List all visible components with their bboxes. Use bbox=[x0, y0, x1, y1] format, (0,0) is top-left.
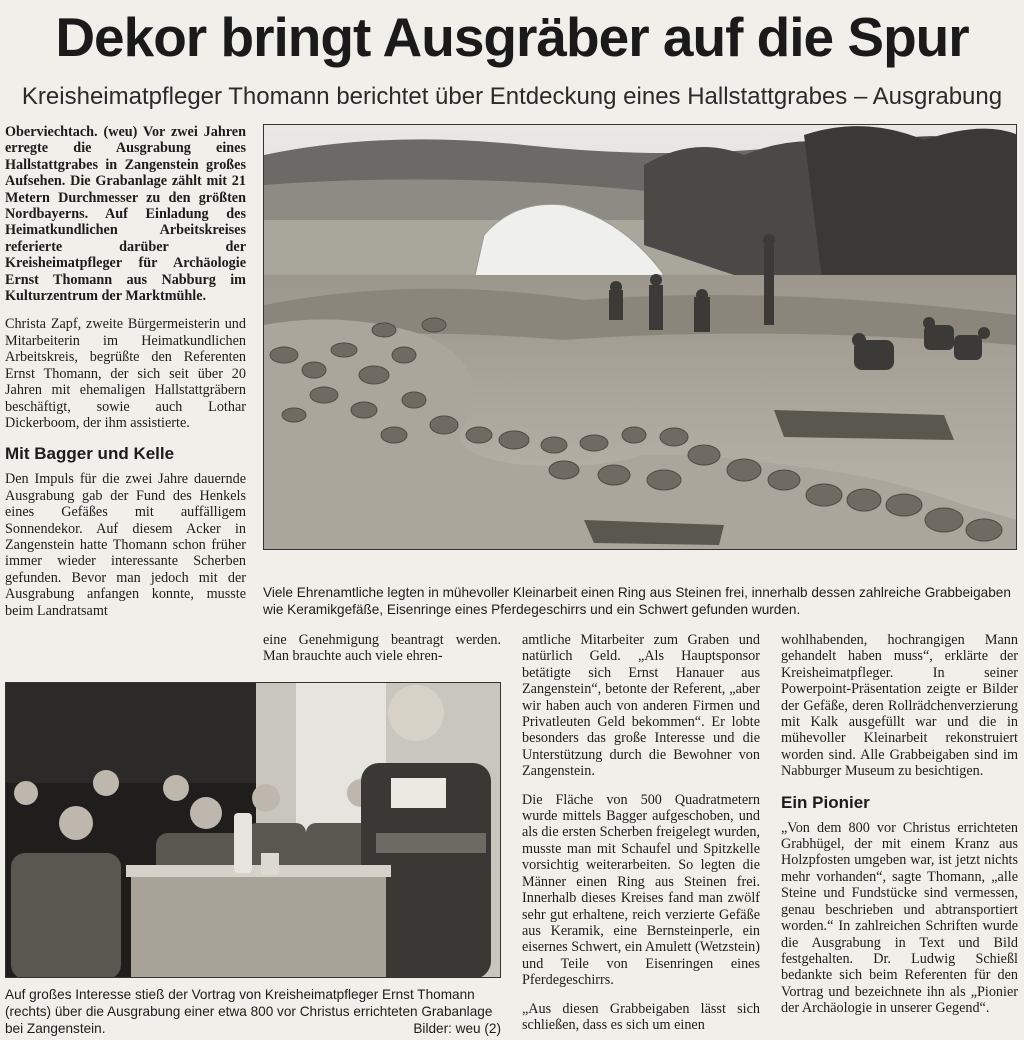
paragraph: wohlhabenden, hochrangigen Mann gehandelt haben muss“, erklärte der Kreisheimatpfleger. In seiner Powerpoint-Präsentation zeigte er Bilder der Gefäße, deren Rollrädchenverzierung mit Kalk ausgefüllt war und die in mühevoller Kleinarbeit rekonstruiert worden sind. Alle Grabbeigaben sind im Nabburger Museum zu besichtigen. bbox=[781, 632, 1018, 780]
caption-text: Auf großes Interesse stieß der Vortrag von Kreisheimatpfleger Ernst Thomann (rechts) über die Ausgrabung einer etwa 800 vor Christus errichteten Grabanlage bei Zangenstein. bbox=[5, 987, 493, 1036]
paragraph: Christa Zapf, zweite Bürgermeisterin und Mitarbeiterin im Heimatkundlichen Arbeitskreis, begrüßte den Referenten Ernst Thomann, der sich seit über 20 Jahren mit ehemaligen Hallstattgräbern beschäftigt, sowie auch Lothar Dickerboom, der ihm assistierte. bbox=[5, 316, 246, 431]
section-heading-pionier: Ein Pionier bbox=[781, 792, 870, 812]
lecture-photo bbox=[5, 682, 501, 978]
lecture-photo-caption bbox=[5, 986, 501, 1037]
lecture-photo-image bbox=[6, 683, 501, 978]
paragraph: eine Genehmigung beantragt werden. Man brauchte auch viele ehren- bbox=[263, 632, 501, 665]
paragraph: amtliche Mitarbeiter zum Graben und natürlich Geld. „Als Hauptsponsor betätigte sich Ernst Hanauer aus Zangenstein“, betonte der Referent, „aber wir haben auch von anderen Firmen und Privatleuten Geld bekommen“. Er lobte besonders das große Interesse und die Unterstützung durch die Bewohner von Zangenstein. bbox=[522, 632, 760, 780]
excavation-photo-caption: Viele Ehrenamtliche legten in mühevoller Kleinarbeit einen Ring aus Steinen frei, innerhalb dessen zahlreiche Grabbeigaben wie Keramikgefäße, Eisenringe eines Pferdegeschirrs und ein Schwert gefunden wurden. bbox=[263, 585, 1011, 617]
excavation-photo bbox=[263, 124, 1017, 550]
headline: Dekor bringt Ausgräber auf die Spur bbox=[55, 6, 969, 68]
excavation-photo-image bbox=[264, 125, 1017, 550]
article-column-2 bbox=[263, 632, 501, 677]
paragraph: Den Impuls für die zwei Jahre dauernde Ausgrabung gab der Fund des Henkels eines Gefäßes mit auffälligem Sonnendekor. Auf diesem Acker in Zangenstein hatte Thomann schon früher immer wieder interessante Scherben gefunden. Bevor man jedoch mit der Ausgrabung anfangen konnte, musste beim Landratsamt bbox=[5, 471, 246, 619]
article-column-1 bbox=[5, 124, 246, 631]
article-column-4 bbox=[781, 632, 1018, 1029]
paragraph: „Von dem 800 vor Christus errichteten Grabhügel, der mit einem Kranz aus Holzpfosten umgeben war, ist jetzt nichts mehr vorhanden“, sagte Thomann, „alle Steine und Fundstücke sind vermessen, genau beschrieben und abtransportiert worden.“ In zahlreichen Schriften wurde die Ausgrabung in Text und Bild festgehalten. Dr. Ludwig Schießl bedankte sich beim Referenten für den Vortrag und bezeichnete ihn als „Pionier der Archäologie in unserer Gegend“. bbox=[781, 819, 1018, 1017]
section-heading-bagger: Mit Bagger und Kelle bbox=[5, 444, 175, 464]
subheadline: Kreisheimatpfleger Thomann berichtet über Entdeckung eines Hallstattgrabes – Ausgrabung bbox=[21, 83, 1003, 110]
paragraph: Die Fläche von 500 Quadratmetern wurde mittels Bagger aufgeschoben, und als die ersten Scherben freigelegt wurden, musste man mit Schaufel und Spitzkelle vorsichtig weiterarbeiten. So legten die Männer einen Ring aus Steinen frei. Innerhalb dieses Kreises fand man zwölf sehr gut erhaltene, reich verzierte Gefäße aus Keramik, eine Bernsteinperle, ein eisernes Schwert, ein Amulett (Wetzstein) und Teile von Eisenringen eines Pferdegeschirrs. bbox=[522, 791, 760, 989]
photo-credit: Bilder: weu (2) bbox=[413, 1021, 501, 1036]
paragraph: „Aus diesen Grabbeigaben lässt sich schließen, dass es sich um einen bbox=[522, 1000, 760, 1033]
lead-paragraph: Oberviechtach. (weu) Vor zwei Jahren erregte die Ausgrabung eines Hallstattgrabes in Zangenstein großes Aufsehen. Die Grabanlage zählt mit 21 Metern Durchmesser zu den größten Nordbayerns. Auf Einladung des Heimatkundlichen Arbeitskreises referierte darüber der Kreisheimatpfleger für Archäologie Ernst Thomann aus Nabburg im Kulturzentrum der Marktmühle. bbox=[5, 124, 246, 305]
article-column-3 bbox=[522, 632, 760, 1040]
